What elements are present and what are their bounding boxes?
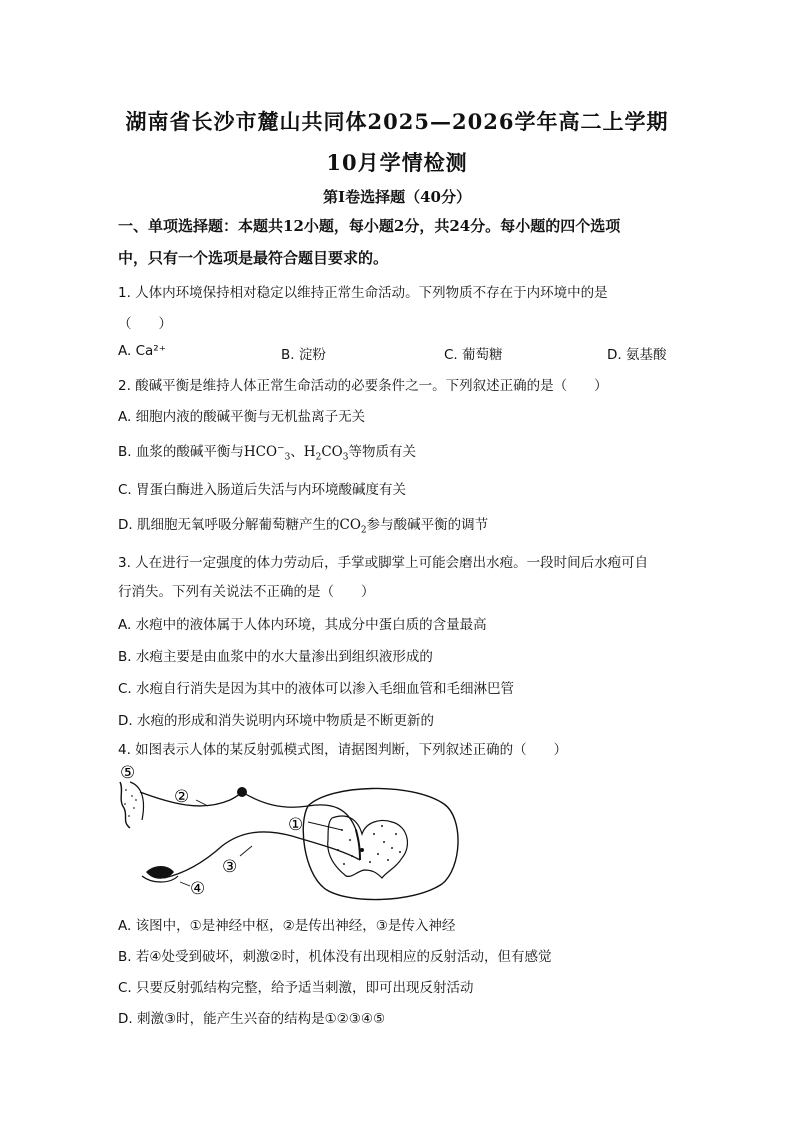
q2-formula-carbonic-acid	[303, 444, 349, 463]
q2-option-d	[118, 513, 488, 536]
q2-formula-bicarbonate-charge: −	[277, 443, 285, 454]
label-2-leader	[196, 800, 208, 806]
q1-option-b: B. 淀粉	[281, 347, 326, 363]
q4-option-b: B. 若④处受到破坏，刺激②时，机体没有出现相应的反射活动，但有感觉	[118, 949, 552, 965]
q2-option-c: C. 胃蛋白酶进入肠道后失活与内环境酸碱度有关	[118, 482, 407, 498]
q2-formula-co: CO	[321, 444, 343, 460]
q3-option-b: B. 水疱主要是由血浆中的水大量渗出到组织液形成的	[118, 649, 433, 665]
q2-option-b-text-post: 等物质有关	[348, 444, 416, 460]
q4-option-d: D. 刺激③时，能产生兴奋的结构是①②③④⑤	[118, 1011, 386, 1027]
q1-option-a: A. Ca²⁺	[118, 343, 166, 359]
q2-formula-bicarbonate-sub: 3	[284, 452, 291, 463]
exam-subtitle: 10月学情检测	[326, 150, 468, 175]
q2-formula-co-sub: 3	[342, 452, 349, 463]
label-1-leader	[308, 822, 342, 830]
interneuron-fibre	[356, 830, 360, 860]
q1-stem: 1. 人体内环境保持相对稳定以维持正常生命活动。下列物质不存在于内环境中的是	[118, 285, 608, 301]
q2-formula-co2	[339, 517, 367, 536]
receptor-skin-edge	[130, 782, 144, 820]
reflex-arc-diagram	[112, 760, 482, 910]
q4-stem: 4. 如图表示人体的某反射弧模式图，请据图判断，下列叙述正确的（ ）	[118, 742, 568, 758]
section-heading-line1: 一、单项选择题：本题共12小题，每小题2分，共24分。每小题的四个选项	[118, 217, 621, 235]
q1-options	[118, 343, 678, 363]
q2-option-d-text-post: 参与酸碱平衡的调节	[366, 517, 489, 533]
grey-matter-dots	[337, 825, 401, 865]
afferent-fibre	[140, 792, 242, 806]
grey-matter-outline	[328, 816, 408, 878]
label-4-leader	[180, 882, 190, 886]
q3-stem: 3. 人在进行一定强度的体力劳动后，手掌或脚掌上可能会磨出水疱。一段时间后水疱可自	[118, 555, 649, 571]
label-3: ③	[222, 857, 238, 877]
q3-option-c: C. 水疱自行消失是因为其中的液体可以渗入毛细血管和毛细淋巴管	[118, 681, 515, 697]
label-4: ④	[190, 879, 206, 899]
q1-option-c: C. 葡萄糖	[444, 347, 503, 363]
label-5: ⑤	[120, 763, 136, 783]
q2-formula-h-sub: 2	[315, 452, 322, 463]
q2-formula-bicarbonate	[243, 443, 291, 463]
label-1: ①	[288, 815, 304, 835]
q1-stem-bracket: （ ）	[118, 316, 172, 332]
q1-option-d: D. 氨基酸	[607, 347, 667, 363]
q4-option-a: A. 该图中，①是神经中枢，②是传出神经，③是传入神经	[118, 918, 456, 934]
receptor-skin-outline	[120, 782, 130, 828]
q2-option-b	[118, 440, 416, 463]
q4-option-c: C. 只要反射弧结构完整，给予适当刺激，即可出现反射活动	[118, 980, 474, 996]
section-heading-line2: 中，只有一个选项是最符合题目要求的。	[118, 249, 389, 267]
label-3-leader	[240, 846, 252, 856]
q3-stem-line2: 行消失。下列有关说法不正确的是（ ）	[118, 584, 375, 600]
q2-stem: 2. 酸碱平衡是维持人体正常生命活动的必要条件之一。下列叙述正确的是（ ）	[118, 378, 608, 394]
q2-formula-bicarbonate-base: HCO	[243, 444, 278, 460]
q2-option-a: A. 细胞内液的酸碱平衡与无机盐离子无关	[118, 409, 366, 425]
q2-formula-h: H	[303, 444, 316, 460]
q2-formula-co2-base: CO	[339, 517, 361, 533]
q2-option-d-text-pre: D. 肌细胞无氧呼吸分解葡萄糖产生的	[118, 517, 340, 533]
exam-title: 湖南省长沙市麓山共同体2025—2026学年高二上学期	[125, 109, 669, 134]
q2-formula-co2-sub: 2	[360, 525, 367, 536]
efferent-fibre	[164, 832, 360, 878]
label-2: ②	[174, 787, 190, 807]
part-title: 第Ⅰ卷选择题（40分）	[323, 188, 471, 206]
q3-option-d: D. 水疱的形成和消失说明内环境中物质是不断更新的	[118, 713, 434, 729]
q2-option-b-separator: 、	[290, 444, 304, 460]
q2-option-b-text-pre: B. 血浆的酸碱平衡与	[118, 444, 244, 460]
q3-option-a: A. 水疱中的液体属于人体内环境，其成分中蛋白质的含量最高	[118, 617, 487, 633]
